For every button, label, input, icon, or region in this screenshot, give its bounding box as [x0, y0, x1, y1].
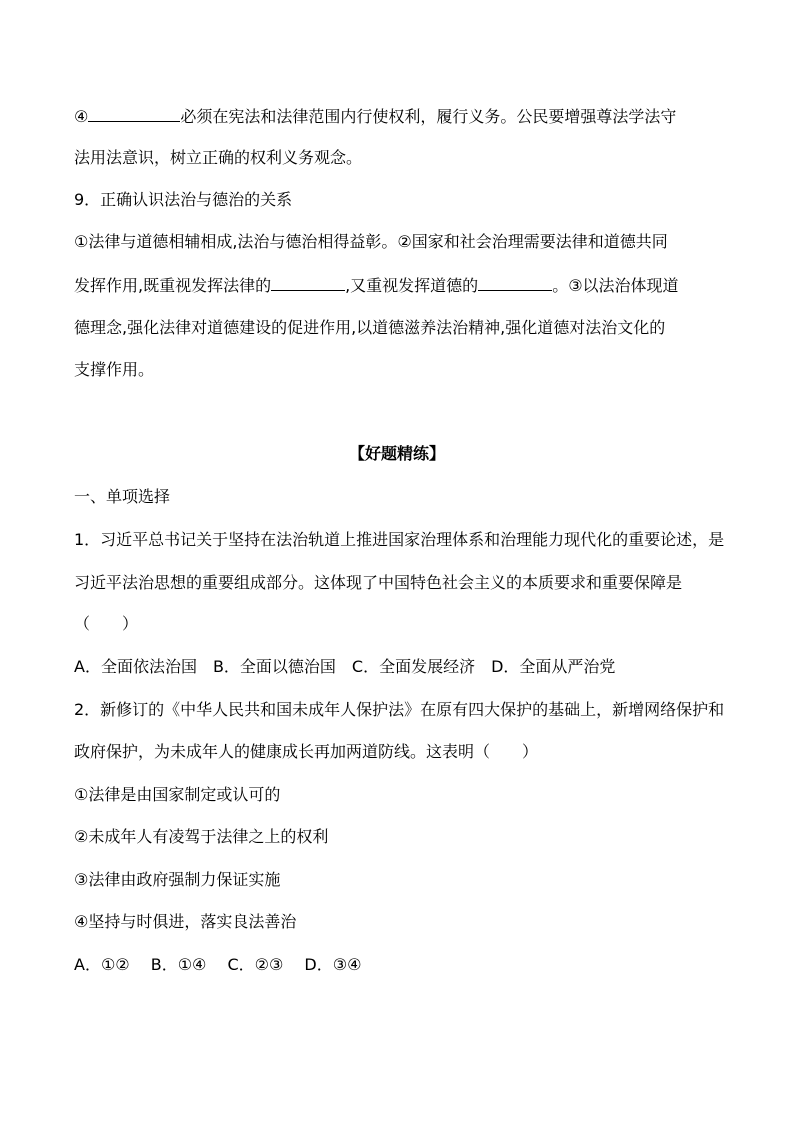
q2-options: A．①② B．①④ C．②③ D．③④: [74, 955, 362, 974]
section9-line-2-c: 。③以法治体现道: [552, 276, 679, 295]
q2-statement-2: ②未成年人有凌驾于法律之上的权利: [74, 827, 329, 846]
q1-line-2: 习近平法治思想的重要组成部分。这体现了中国特色社会主义的本质要求和重要保障是: [74, 573, 683, 592]
section9-line-2-a: 发挥作用,既重视发挥法律的: [74, 276, 272, 295]
q1-answer-paren: （ ）: [74, 614, 139, 633]
section9-line-3: 德理念,强化法律对道德建设的促进作用,以道德滋养法治精神,强化道德对法治文化的: [74, 318, 666, 337]
fill-in-blank[interactable]: [88, 106, 180, 122]
q2-statement-1: ①法律是由国家制定或认可的: [74, 785, 281, 804]
section9-line-4: 支撑作用。: [74, 360, 155, 379]
section9-line-2: [74, 275, 679, 296]
section9-line-1: ①法律与道德相辅相成,法治与德治相得益彰。②国家和社会治理需要法律和道德共同: [74, 232, 668, 251]
fill-in-blank-morality[interactable]: [478, 275, 552, 291]
section9-line-2-b: ,又重视发挥道德的: [345, 276, 479, 295]
section9-title: 9．正确认识法治与德治的关系: [74, 190, 293, 209]
q1-options: A．全面依法治国 B．全面以德治国 C．全面发展经济 D．全面从严治党: [74, 657, 616, 676]
section8-item4-continuation: 法用法意识，树立正确的权利义务观念。: [74, 148, 363, 167]
item4-prefix: ④: [74, 107, 89, 126]
section-title-single-choice: 一、单项选择: [74, 487, 171, 506]
section8-item4-line: [74, 106, 676, 127]
q2-line-1: 2．新修订的《中华人民共和国未成年人保护法》在原有四大保护的基础上，新增网络保护和: [74, 700, 725, 719]
practice-heading: 【好题精练】: [348, 444, 445, 463]
q2-statement-4: ④坚持与时俱进，落实良法善治: [74, 912, 297, 931]
item4-text: 必须在宪法和法律范围内行使权利，履行义务。公民要增强尊法学法守: [180, 107, 677, 126]
fill-in-blank-law[interactable]: [271, 275, 345, 291]
q1-line-1: 1．习近平总书记关于坚持在法治轨道上推进国家治理体系和治理能力现代化的重要论述，是: [74, 530, 725, 549]
q2-line-2: 政府保护，为未成年人的健康成长再加两道防线。这表明（ ）: [74, 742, 539, 761]
q2-statement-3: ③法律由政府强制力保证实施: [74, 870, 281, 889]
